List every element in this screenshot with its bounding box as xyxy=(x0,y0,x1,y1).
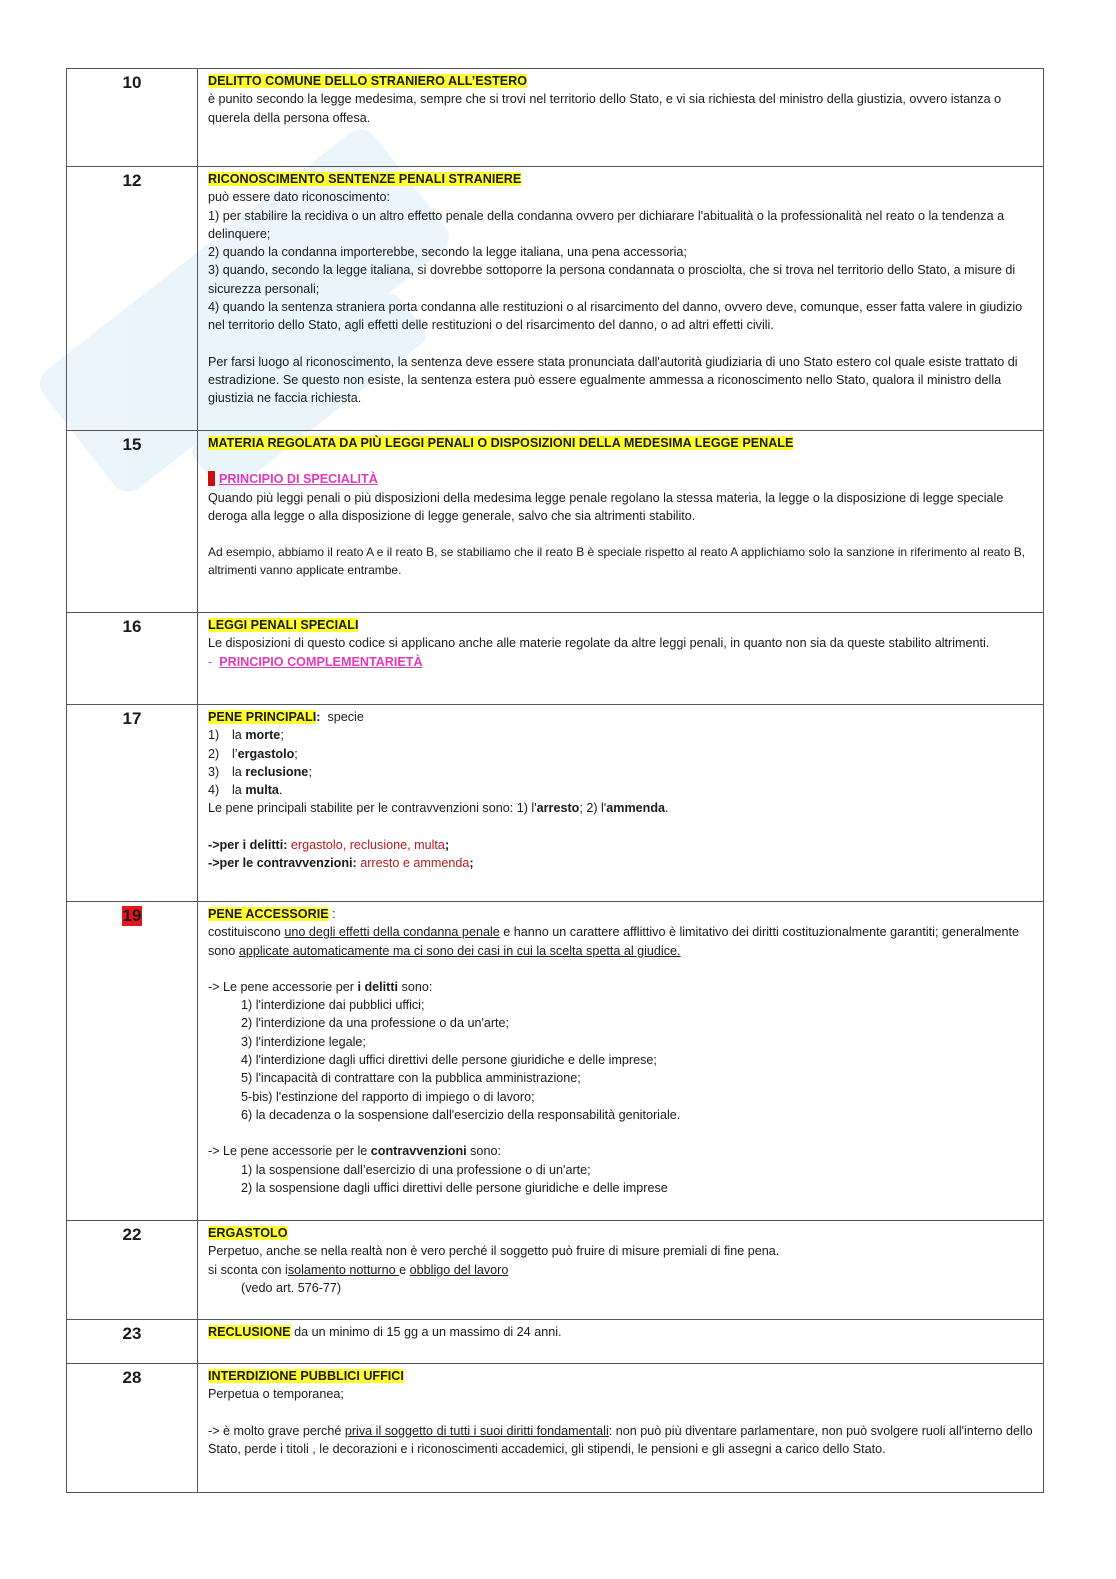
list-item: 3) la reclusione; xyxy=(208,764,312,779)
article-text: Le disposizioni di questo codice si applicano anche alle materie regolate da altre leggi penali, in quanto non sia da queste stabilito altrimenti. xyxy=(208,636,990,651)
contravvenzioni-line: ->per le contravvenzioni: arresto e ammenda; xyxy=(208,856,474,871)
table-row xyxy=(67,1221,1044,1320)
list-item: 1) l'interdizione dai pubblici uffici; xyxy=(241,998,425,1013)
article-number: 19 xyxy=(122,906,142,925)
table-row xyxy=(67,902,1044,1221)
delitti-line: ->per i delitti: ergastolo, reclusione, multa; xyxy=(208,837,450,852)
article-number: 15 xyxy=(122,435,142,454)
list-item: 2) la sospensione dagli uffici direttivi delle persone giuridiche e delle imprese xyxy=(241,1180,668,1195)
table-row xyxy=(67,1364,1044,1493)
sconta-line: si sconta con isolamento notturno e obbligo del lavoro xyxy=(208,1262,509,1277)
article-number: 23 xyxy=(122,1324,142,1343)
article-title: DELITTO COMUNE DELLO STRANIERO ALL’ESTERO xyxy=(208,74,528,88)
penalty-list xyxy=(208,726,1035,799)
principle-label: PRINCIPIO DI SPECIALITÀ xyxy=(219,472,378,487)
list-item: 4) la multa. xyxy=(208,783,283,798)
table-row xyxy=(67,167,1044,431)
article-title: RECLUSIONE xyxy=(208,1325,291,1339)
article-intro: può essere dato riconoscimento: xyxy=(208,190,391,205)
delitti-heading: -> Le pene accessorie per i delitti sono: xyxy=(208,979,433,994)
table-row xyxy=(67,69,1044,167)
article-example: Ad esempio, abbiamo il reato A e il reato B, se stabiliamo che il reato B è speciale rispetto al reato A applichiamo solo la sanzione in riferimento al reato B, altrimenti vanno applicate entrambe. xyxy=(208,545,1026,578)
red-marker xyxy=(208,471,215,486)
article-number: 10 xyxy=(122,73,142,92)
table-row xyxy=(67,613,1044,705)
principle-label: PRINCIPIO COMPLEMENTARIETÀ xyxy=(219,654,423,669)
article-title: PENE PRINCIPALI xyxy=(208,710,317,724)
list-item: 3) l'interdizione legale; xyxy=(241,1034,366,1049)
article-reference: (vedo art. 576-77) xyxy=(241,1280,342,1295)
list-item: 5) l'incapacità di contrattare con la pubblica amministrazione; xyxy=(241,1071,581,1086)
table-row xyxy=(67,431,1044,613)
article-number: 22 xyxy=(122,1225,142,1244)
article-text: Quando più leggi penali o più disposizioni della medesima legge penale regolano la stessa materia, la legge o la disposizione di legge speciale deroga alla legge o alla disposizione di legge generale, salvo che sia altrimenti stabilito. xyxy=(208,490,1004,523)
list-item: 2) l'interdizione da una professione o da un'arte; xyxy=(241,1016,510,1031)
title-suffix: : xyxy=(316,710,321,724)
article-number: 12 xyxy=(122,171,142,190)
contravention-penalties: Le pene principali stabilite per le contravvenzioni sono: 1) l'arresto; 2) l'ammenda. xyxy=(208,801,669,816)
article-title: RICONOSCIMENTO SENTENZE PENALI STRANIERE xyxy=(208,172,522,186)
article-title: PENE ACCESSORIE xyxy=(208,907,329,921)
dash: - xyxy=(208,654,213,669)
article-text: da un minimo di 15 gg a un massimo di 24 anni. xyxy=(290,1325,562,1339)
article-number: 17 xyxy=(122,709,142,728)
table-row xyxy=(67,1320,1044,1364)
article-title: ERGASTOLO xyxy=(208,1226,288,1240)
list-item: 5-bis) l'estinzione del rapporto di impiego o di lavoro; xyxy=(241,1089,535,1104)
article-text: costituiscono uno degli effetti della condanna penale e hanno un carattere afflittivo è limitativo dei diritti costituzionalmente garantiti; generalmente sono applicate automaticamente ma ci sono dei casi in cui la scelta spetta al giudice. xyxy=(208,925,1019,958)
list-item: 2) l’ergastolo; xyxy=(208,746,298,761)
article-title: LEGGI PENALI SPECIALI xyxy=(208,618,359,632)
table-row xyxy=(67,705,1044,902)
article-number: 16 xyxy=(122,617,142,636)
list-item: 3) quando, secondo la legge italiana, si dovrebbe sottoporre la persona condannata o prosciolta, che si trova nel territorio dello Stato, a misure di sicurezza personali; xyxy=(208,263,1016,296)
articles-table xyxy=(66,68,1044,1493)
list-item: 2) quando la condanna importerebbe, secondo la legge italiana, una pena accessoria; xyxy=(208,245,687,260)
list-item: 1) la morte; xyxy=(208,728,284,743)
title-after: specie xyxy=(327,710,364,724)
list-item: 6) la decadenza o la sospensione dall'esercizio della responsabilità genitoriale. xyxy=(241,1107,681,1122)
list-item: 4) quando la sentenza straniera porta condanna alle restituzioni o al risarcimento del danno, ovvero deve, comunque, esser fatta valere in giudizio nel territorio dello Stato, agli effetti delle restituzioni o del risarcimento del danno, o ad altri effetti civili. xyxy=(208,300,1023,333)
article-closing: Per farsi luogo al riconoscimento, la sentenza deve essere stata pronunciata dall'autorità giudiziaria di uno Stato estero col quale esiste trattato di estradizione. Se questo non esiste, la sentenza estera può essere egualmente ammessa a riconoscimento nello Stato, qualora il ministro della giustizia ne faccia richiesta. xyxy=(208,354,1018,406)
list-item: 1) per stabilire la recidiva o un altro effetto penale della condanna ovvero per dichiarare l'abitualità o la professionalità nel reato o la tendenza a delinquere; xyxy=(208,208,1005,241)
article-text: è punito secondo la legge medesima, sempre che si trovi nel territorio dello Stato, e vi sia richiesta del ministro della giustizia, ovvero istanza o querela della persona offesa. xyxy=(208,92,1002,125)
list-item: 1) la sospensione dall’esercizio di una professione o di un'arte; xyxy=(241,1162,591,1177)
article-text: Perpetuo, anche se nella realtà non è vero perché il soggetto può fruire di misure premiali di fine pena. xyxy=(208,1244,780,1259)
article-detail: -> è molto grave perché priva il soggetto di tutti i suoi diritti fondamentali: non può più diventare parlamentare, non può svolgere ruoli all'interno dello Stato, perde i titoli , le decorazioni e i riconoscimenti accademici, gli stipendi, le pensioni e gli assegni a carico dello Stato. xyxy=(208,1423,1033,1456)
article-title: INTERDIZIONE PUBBLICI UFFICI xyxy=(208,1369,404,1383)
list-item: 4) l'interdizione dagli uffici direttivi delle persone giuridiche e delle imprese; xyxy=(241,1053,657,1068)
article-number: 28 xyxy=(122,1368,142,1387)
article-text: Perpetua o temporanea; xyxy=(208,1387,344,1402)
title-suffix: : xyxy=(328,907,336,921)
article-title: MATERIA REGOLATA DA PIÙ LEGGI PENALI O DISPOSIZIONI DELLA MEDESIMA LEGGE PENALE xyxy=(208,436,794,450)
contravvenzioni-heading: -> Le pene accessorie per le contravvenzioni sono: xyxy=(208,1144,501,1159)
